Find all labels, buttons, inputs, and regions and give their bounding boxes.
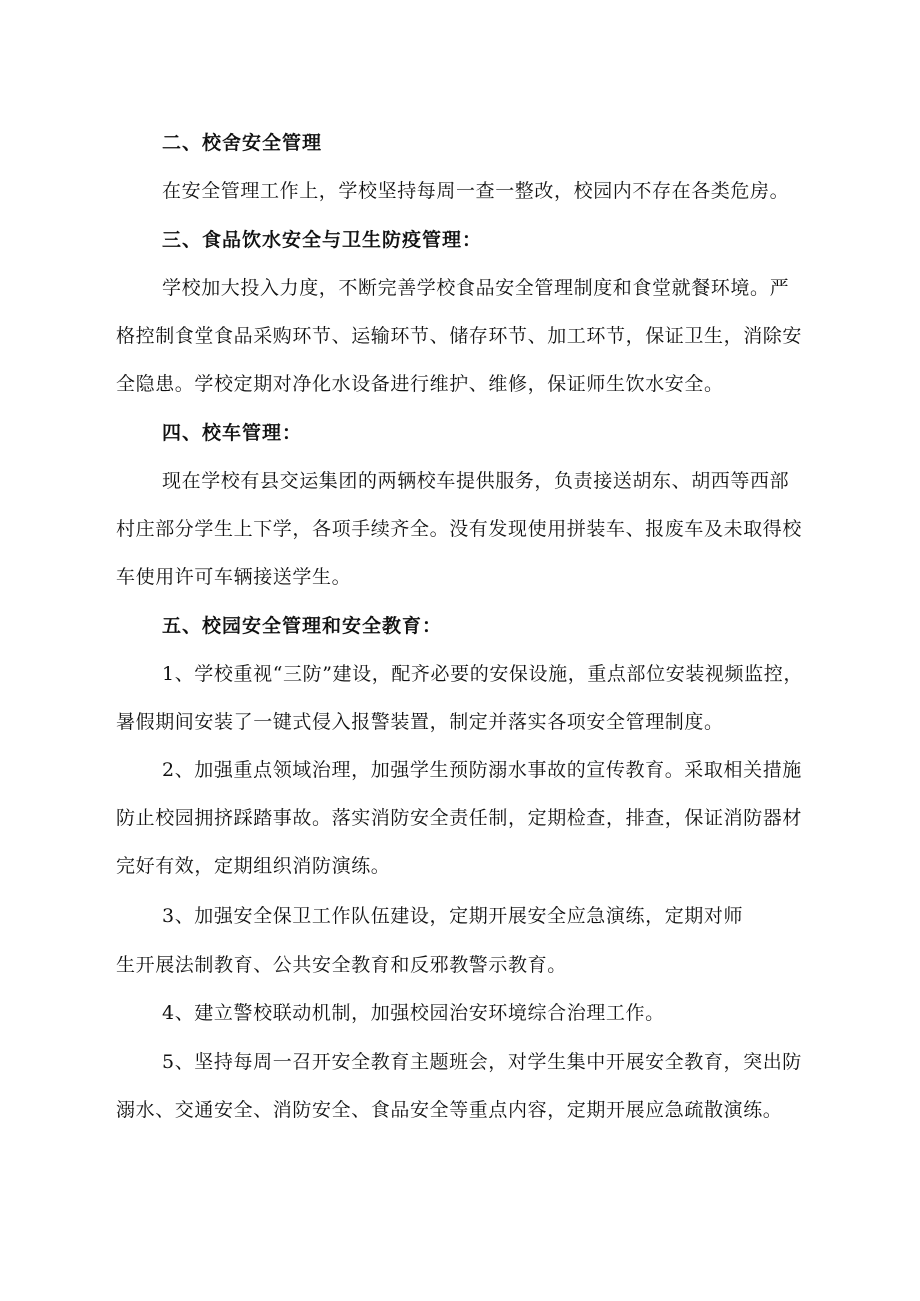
paragraph-line: 2、加强重点领域治理，加强学生预防溺水事故的宣传教育。采取相关措施 [162, 759, 802, 781]
paragraph-line: 现在学校有县交运集团的两辆校车提供服务，负责接送胡东、胡西等西部 [162, 470, 790, 492]
paragraph-line: 全隐患。学校定期对净化水设备进行维护、维修，保证师生饮水安全。 [116, 373, 724, 395]
paragraph-line: 车使用许可车辆接送学生。 [116, 566, 352, 588]
paragraph-line: 暑假期间安装了一键式侵入报警装置，制定并落实各项安全管理制度。 [116, 711, 724, 733]
paragraph-line: 学校加大投入力度，不断完善学校食品安全管理制度和食堂就餐环境。严 [162, 277, 790, 299]
paragraph-line: 生开展法制教育、公共安全教育和反邪教警示教育。 [116, 954, 567, 976]
paragraph-line: 村庄部分学生上下学，各项手续齐全。没有发现使用拼装车、报废车及未取得校 [116, 518, 803, 540]
heading-campus-safety: 五、校园安全管理和安全教育： [162, 615, 443, 637]
paragraph-line: 防止校园拥挤踩踏事故。落实消防安全责任制，定期检查，排查，保证消防器材 [116, 807, 803, 829]
paragraph-line: 格控制食堂食品采购环节、运输环节、储存环节、加工环节，保证卫生，消除安 [116, 325, 803, 347]
paragraph-line: 4、建立警校联动机制，加强校园治安环境综合治理工作。 [162, 1002, 665, 1024]
paragraph-line: 3、加强安全保卫工作队伍建设，定期开展安全应急演练，定期对师 [162, 905, 744, 927]
heading-food-safety: 三、食品饮水安全与卫生防疫管理： [162, 229, 483, 251]
paragraph-line: 溺水、交通安全、消防安全、食品安全等重点内容，定期开展应急疏散演练。 [116, 1099, 783, 1121]
paragraph-line: 5、坚持每周一召开安全教育主题班会，对学生集中开展安全教育，突出防 [162, 1051, 802, 1073]
heading-school-bus: 四、校车管理： [162, 422, 303, 444]
paragraph-line: 完好有效，定期组织消防演练。 [116, 855, 391, 877]
paragraph-line: 在安全管理工作上，学校坚持每周一查一整改，校园内不存在各类危房。 [162, 180, 790, 202]
heading-school-buildings: 二、校舍安全管理 [162, 132, 323, 154]
paragraph-line: 1、学校重视“三防”建设，配齐必要的安保设施，重点部位安装视频监控， [162, 663, 803, 685]
